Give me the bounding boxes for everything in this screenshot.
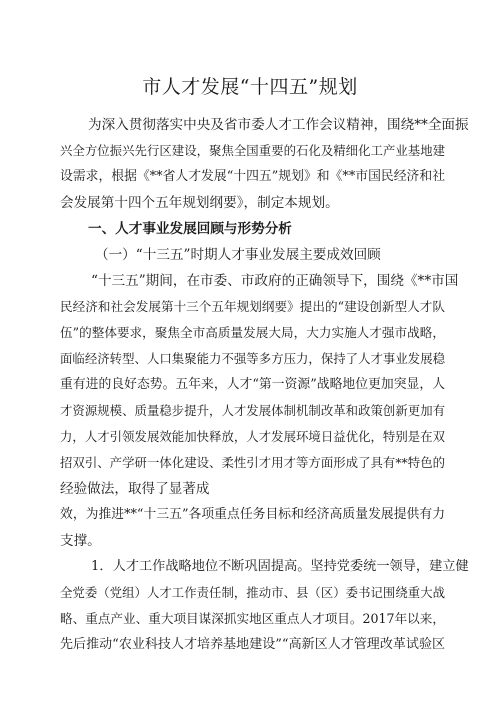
paragraph-line: 设需求，根据《**省人才发展“十四五”规划》和《**市国民经济和社 — [60, 169, 445, 184]
paragraph-line: 效，为推进**“十三五”各项重点任务目标和经济高质量发展提供有力 — [60, 507, 445, 522]
paragraph-line: 支撑。 — [60, 533, 101, 549]
paragraph-line: 招双引、产学研一体化建设、柔性引才用才等方面形成了具有**特色的 — [60, 455, 445, 470]
paragraph-line: 为深入贯彻落实中央及省市委人才工作会议精神，围绕**全面振 — [88, 117, 469, 133]
paragraph-line: 力，人才引领发展效能加快释放，人才发展环境日益优化，特别是在双 — [60, 429, 445, 444]
paragraph-line: 民经济和社会发展第十三个五年规划纲要》提出的“建设创新型人才队 — [60, 299, 445, 314]
paragraph-line: 会发展第十四个五年规划纲要》，制定本规划。 — [60, 195, 339, 211]
document-title: 市人才发展“十四五”规划 — [142, 76, 358, 98]
paragraph-line: 先后推动“农业科技人才培养基地建设”“高新区人才管理改革试验区 — [60, 637, 445, 652]
paragraph-line: 略、重点产业、重大项目谋深抓实地区重点人才项目。2017年以来， — [60, 611, 445, 626]
paragraph-line: 全党委（党组）人才工作责任制，推动市、县（区）委书记围绕重大战 — [60, 585, 445, 600]
paragraph-line: 1．人才工作战略地位不断巩固提高。坚持党委统一领导，建立健 — [91, 559, 469, 574]
section-heading: 一、人才事业发展回顾与形势分析 — [88, 221, 292, 237]
paragraph-line: 伍”的整体要求，聚焦全市高质量发展大局，大力实施人才强市战略， — [60, 325, 445, 340]
paragraph-line: 面临经济转型、人口集聚能力不强等多方压力，保持了人才事业发展稳 — [60, 351, 445, 366]
paragraph-line: 才资源规模、质量稳步提升，人才发展体制机制改革和政策创新更加有 — [60, 403, 445, 418]
paragraph-line: 重有进的良好态势。五年来，人才“第一资源”战略地位更加突显，人 — [60, 377, 445, 392]
subsection-heading: （一）“十三五”时期人才事业发展主要成效回顾 — [95, 247, 381, 263]
paragraph-line: 经验做法，取得了显著成 — [60, 481, 210, 497]
paragraph-line: “十三五”期间，在市委、市政府的正确领导下，围绕《**市国 — [91, 273, 459, 289]
paragraph-line: 兴全方位振兴先行区建设，聚焦全国重要的石化及精细化工产业基地建 — [60, 143, 445, 158]
